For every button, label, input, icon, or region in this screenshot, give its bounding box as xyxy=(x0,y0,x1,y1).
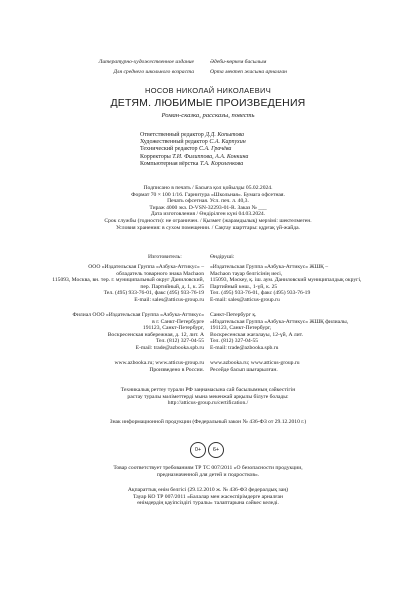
manufacturer-kz-line: E-mail: sales@atticus-group.ru xyxy=(210,296,280,303)
print-info-line: Тираж 4000 экз. D-VSN-32293-01-R. Заказ № ___ xyxy=(149,204,267,211)
branch-kz-line: Тел. (812) 327-04-55 xyxy=(210,338,259,345)
made-in-line: Произведено в России. xyxy=(149,366,204,373)
manufacturer-kz-line: «Издательская Группа «Азбука-Аттикус» ЖШҚ – xyxy=(210,264,329,270)
certification-url: http://atticus-group.ru/certification./ xyxy=(167,400,249,407)
manufacturer-ru-line: обладатель товарного знака Machaon xyxy=(116,270,204,277)
branch-ru-line: в г. Санкт-Петербурге xyxy=(152,318,204,325)
branch-ru-line: 191123, Санкт-Петербург, xyxy=(142,325,204,332)
branch-kz-line: 191123, Санкт-Петербург, xyxy=(210,325,272,332)
print-info xyxy=(0,185,416,231)
branch-ru-line: Тел. (812) 327-04-55 xyxy=(155,338,204,345)
credit-name: С.А. Грачёва xyxy=(198,146,232,153)
certification-line: Техникалық реттеу турали РФ заңнамасына сай басылымның сәйкестігін xyxy=(120,387,296,393)
edition-type-kz: Әдеби-көркем басылым xyxy=(210,59,267,65)
book-title: ДЕТЯМ. ЛЮБИМЫЕ ПРОИЗВЕДЕНИЯ xyxy=(110,97,306,109)
age-group-ru: Для среднего школьного возраста xyxy=(113,69,194,75)
manufacturer-kz-line: Machaon тауар белгісінің иесі, xyxy=(210,270,283,277)
compliance-line: Товар соответствует требованиям ТР ТС 007/2011 «О безопасности продукции, xyxy=(113,465,303,471)
web-kz xyxy=(210,360,300,373)
manufacturer-ru-line: ООО «Издательская Группа «Азбука-Аттикус» – xyxy=(88,264,204,270)
credit-role: Художественный редактор xyxy=(140,139,208,146)
compliance-ru xyxy=(0,465,416,478)
credit-name: Д.Д. Копытова xyxy=(205,132,245,138)
print-info-line: Формат 70 × 100 1/16. Гарнитура «Школьная». Бумага офсетная. xyxy=(131,191,285,198)
manufacturer-heading-kz: Өндіруші: xyxy=(210,254,235,260)
manufacturer-ru-line: 115093, Москва, вн. тер. г. муниципальный округ Даниловский, xyxy=(52,277,204,284)
age-rating-6-badge: 6+ xyxy=(208,442,224,458)
print-info-line: Дата изготовления / Өндірілген күні 04.03.2024. xyxy=(150,211,266,218)
branch-kz xyxy=(210,312,348,352)
manufacturer-kz xyxy=(210,264,361,304)
compliance-kz xyxy=(0,487,416,507)
manufacturer-kz-line: 115093, Мәскеу, қ. іш. аум. Даниловский муниципалдық округі, xyxy=(210,277,362,284)
print-info-line: Условия хранения: в сухом помещении. / Сақтау шарттары: құрғақ үй-жайда. xyxy=(116,224,300,231)
branch-ru-line: Филиал ООО «Издательская Группа «Азбука-Аттикус» xyxy=(72,312,204,318)
print-info-line: Печать офсетная. Усл. печ. л. 40,3. xyxy=(167,198,249,205)
certification-line: растау туралы мәліметтерді мына мекенжай арқылы білуге болады: xyxy=(127,393,289,400)
credit-role: Корректоры xyxy=(140,153,171,160)
branch-ru xyxy=(20,312,204,352)
manufacturer-kz-line: Партийный көш., 1-үй, к. 25 xyxy=(210,283,278,290)
compliance-kz-line: Тауар КО ТР 007/2011 «Балалар мен жасөспірімдерге арналған xyxy=(132,493,284,500)
manufacturer-heading-ru: Изготовитель: xyxy=(148,254,182,260)
compliance-line: предназначенной для детей и подростков». xyxy=(156,471,260,478)
branch-kz-line: Воскресенская жағалауы, 12-үй, А лит. xyxy=(210,331,304,338)
made-in-line: Ресейде басып шығарылған. xyxy=(210,366,278,373)
web-ru xyxy=(20,360,204,373)
manufacturer-ru-line: Тел. (495) 933-76-01, факс (495) 933-76-19 xyxy=(103,290,204,297)
website-link: www.azbooka.ru; www.atticus-group.ru xyxy=(210,360,300,366)
credit-role: Технический редактор xyxy=(140,146,198,153)
info-mark-text: Знак информационной продукции (Федеральный закон № 436-ФЗ от 29.12.2010 г.) xyxy=(109,419,307,425)
author-name: НОСОВ НИКОЛАЙ НИКОЛАЕВИЧ xyxy=(144,86,272,95)
print-info-line: Срок службы (годности): не ограничен. / Қызмет (жарамдылық) мерзімі: шектелмеген. xyxy=(104,217,312,224)
book-subtitle: Роман-сказка, рассказы, повесть xyxy=(161,112,255,119)
edition-type-ru: Литературно-художественное издание xyxy=(98,59,194,65)
credit-name: Т.А. Короленкова xyxy=(199,160,244,167)
credit-role: Компьютерная вёрстка xyxy=(140,160,199,167)
credit-line xyxy=(140,161,248,168)
manufacturer-ru-line: E-mail: sales@atticus-group.ru xyxy=(134,296,204,303)
branch-kz-line: Санкт-Петербург қ. xyxy=(210,312,257,318)
certification-note xyxy=(0,387,416,407)
age-rating-0-badge: 0+ xyxy=(190,442,206,458)
credit-name: Т.И. Филиппова, А.А. Конкина xyxy=(172,153,249,160)
compliance-kz-line: Ақпараттық өнім белгісі (29.12.2010 ж. № 436-ФЗ федералдық заң) xyxy=(127,487,289,493)
age-group-kz: Орта мектеп жасына арналған xyxy=(210,69,287,75)
credit-role: Ответственный редактор xyxy=(140,132,204,138)
manufacturer-kz-line: Тел. (495) 933-76-01, факс (495) 933-76-19 xyxy=(210,290,311,297)
manufacturer-ru-line: пер. Партийный, д. 1, к. 25 xyxy=(140,283,204,290)
credits-list xyxy=(140,132,248,168)
credit-line xyxy=(140,146,248,153)
compliance-kz-line: өнімдердің қауіпсіздігі туралы» талаптарына сәйкес келеді. xyxy=(137,500,279,507)
branch-ru-line: E-mail: trade@azbooka.spb.ru xyxy=(135,344,204,351)
website-link: www.azbooka.ru; www.atticus-group.ru xyxy=(114,360,204,366)
credit-name: С.А. Карпухин xyxy=(209,139,246,146)
credit-line xyxy=(140,154,248,161)
branch-ru-line: Воскресенская набережная, д. 12, лит. А xyxy=(107,331,204,338)
manufacturer-ru xyxy=(20,264,204,304)
branch-kz-line: E-mail: trade@azbooka.spb.ru xyxy=(210,344,279,351)
branch-kz-line: «Издательская Группа «Азбука-Аттикус» ЖШҚ филиалы, xyxy=(210,318,349,325)
print-info-line: Подписано в печать / Басыға қол қойылды 05.02.2024. xyxy=(143,185,273,191)
